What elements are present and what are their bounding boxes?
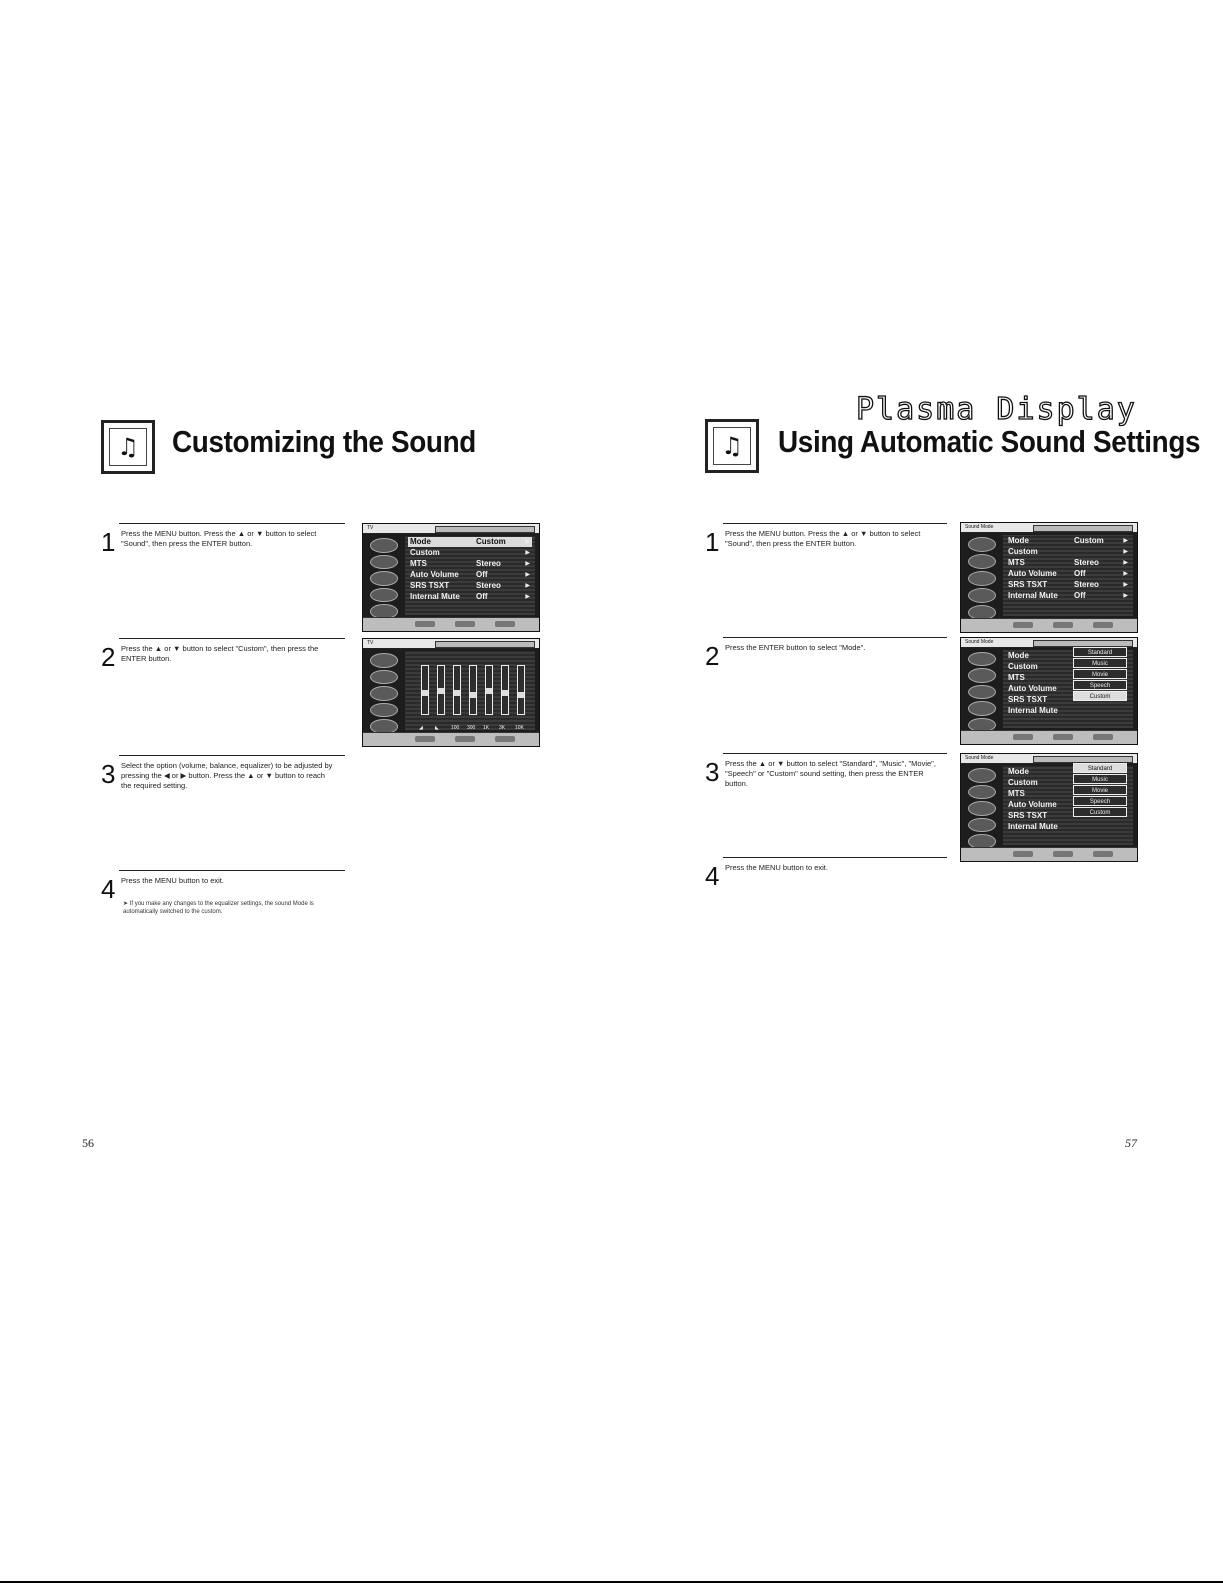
step-text: Press the MENU button. Press the ▲ or ▼ button to select "Sound", then press the ENTER button. [725, 529, 921, 548]
picture-icon [968, 652, 996, 666]
setup-icon [968, 588, 996, 603]
equalizer-band-label: ◢ [419, 725, 423, 731]
channel-icon [968, 571, 996, 586]
menu-row-mode: Mode Custom ▶ [410, 537, 530, 546]
menu-row: Custom [1008, 778, 1038, 787]
mode-options-list [1073, 763, 1127, 818]
sound-icon [968, 668, 996, 682]
mode-options-list [1073, 647, 1127, 702]
left-sound-menu-screen [362, 523, 540, 632]
mode-option: Music [1073, 658, 1127, 668]
setup-icon [370, 703, 398, 718]
mode-option-selected: Standard [1073, 763, 1127, 773]
step-number: 4 [705, 861, 720, 891]
right-page-title: Using Automatic Sound Settings [778, 424, 1201, 459]
equalizer-band-knob [470, 692, 476, 698]
right-step-3 [705, 753, 947, 823]
equalizer-band-slider [501, 665, 509, 715]
screen-header-label: TV [367, 525, 374, 531]
sound-icon [968, 554, 996, 569]
equalizer-band-knob [518, 692, 524, 698]
equalizer-band-label: 100 [451, 725, 460, 731]
step-number: 1 [101, 527, 116, 557]
screen-menu-panel [1003, 535, 1133, 616]
left-step-2 [101, 638, 345, 698]
sound-icon [370, 555, 398, 570]
screen-side-icons [366, 536, 402, 617]
menu-row-mode: Mode Custom ▶ [1008, 536, 1128, 545]
menu-row-auto-volume: Auto Volume Off ▶ [1008, 569, 1128, 578]
equalizer-band-knob [454, 690, 460, 696]
step-divider [723, 637, 947, 638]
arrow-right-icon: ▶ [525, 572, 530, 578]
step-text: Press the MENU button to exit. [725, 863, 828, 872]
equalizer-band-label: ◣ [435, 725, 439, 731]
right-step-4 [705, 857, 947, 897]
menu-row: MTS [1008, 673, 1025, 682]
mode-option-selected: Custom [1073, 691, 1127, 701]
mode-option: Custom [1073, 807, 1127, 817]
equalizer-band-slider [485, 665, 493, 715]
menu-row: Auto Volume [1008, 684, 1057, 693]
left-page-number: 56 [82, 1136, 94, 1150]
step-divider [119, 755, 345, 756]
menu-row-internal-mute: Internal Mute Off ▶ [410, 592, 530, 601]
arrow-right-icon: ▶ [525, 583, 530, 589]
step-divider [723, 523, 947, 524]
step-divider [119, 870, 345, 871]
screen-title-bar [1033, 640, 1133, 647]
step-text: Press the ▲ or ▼ button to select "Custom", then press the ENTER button. [121, 644, 319, 663]
equalizer-band-label: 3K [499, 725, 506, 731]
music-note-icon: ♫ [101, 420, 155, 474]
arrow-right-icon: ▶ [1123, 593, 1128, 599]
arrow-right-icon: ▶ [1123, 538, 1128, 544]
menu-row-custom: Custom ▶ [1008, 547, 1128, 556]
screen-header [961, 523, 1137, 533]
screen-header-label: Sound Mode [965, 524, 994, 530]
right-page-number: 57 [1125, 1136, 1137, 1150]
channel-icon [968, 685, 996, 699]
arrow-right-icon: ▶ [525, 594, 530, 600]
right-mode-list-screen [960, 637, 1138, 745]
screen-footer [363, 732, 539, 746]
mode-option: Standard [1073, 647, 1127, 657]
sound-icon [968, 785, 996, 800]
equalizer-band-knob [438, 688, 444, 694]
music-note-icon: ♫ [705, 419, 759, 473]
equalizer-band-slider [517, 665, 525, 715]
step-number: 2 [101, 642, 116, 672]
right-mode-list-screen-2 [960, 753, 1138, 862]
screen-title-bar [435, 641, 535, 648]
step-number: 3 [705, 757, 720, 787]
step-number: 2 [705, 641, 720, 671]
mode-option: Movie [1073, 785, 1127, 795]
step-text: Select the option (volume, balance, equalizer) to be adjusted by pressing the ◀ or ▶ button. Press the ▲ or ▼ button to reach the required setting. [121, 761, 333, 790]
step-number: 4 [101, 874, 116, 904]
screen-menu-panel [405, 536, 535, 615]
setup-icon [968, 701, 996, 715]
screen-footer [961, 618, 1137, 632]
channel-icon [370, 571, 398, 586]
sound-icon [370, 670, 398, 685]
menu-row: Internal Mute [1008, 822, 1058, 831]
menu-row-srs-tsxt: SRS TSXT Stereo ▶ [1008, 580, 1128, 589]
menu-row: SRS TSXT [1008, 811, 1048, 820]
equalizer-band-knob [486, 688, 492, 694]
step-number: 1 [705, 527, 720, 557]
arrow-right-icon: ▶ [1123, 582, 1128, 588]
left-step-3 [101, 755, 345, 825]
arrow-right-icon: ▶ [525, 550, 530, 556]
step-number: 3 [101, 759, 116, 789]
menu-row-custom: Custom ▶ [410, 548, 530, 557]
step-text: Press the ▲ or ▼ button to select "Standard", "Music", "Movie", "Speech" or "Custom" sound setting, then press the ENTER button. [725, 759, 936, 788]
equalizer-band-label: 1K [483, 725, 490, 731]
screen-footer [961, 847, 1137, 861]
menu-row: Mode [1008, 767, 1029, 776]
screen-header [363, 639, 539, 649]
equalizer-band-label: 300 [467, 725, 476, 731]
step-divider [119, 638, 345, 639]
picture-icon [968, 537, 996, 552]
menu-row-auto-volume: Auto Volume Off ▶ [410, 570, 530, 579]
equalizer-panel [405, 651, 535, 730]
menu-row: SRS TSXT [1008, 695, 1048, 704]
screen-side-icons [366, 651, 402, 732]
step-divider [723, 857, 947, 858]
screen-header-label: TV [367, 640, 374, 646]
screen-side-icons [964, 650, 1000, 730]
screen-header-label: Sound Mode [965, 755, 994, 761]
screen-header-label: Sound Mode [965, 639, 994, 645]
arrow-right-icon: ▶ [1123, 549, 1128, 555]
screen-footer [363, 617, 539, 631]
picture-icon [968, 768, 996, 783]
screen-title-bar [435, 526, 535, 533]
menu-row: MTS [1008, 789, 1025, 798]
screen-side-icons [964, 766, 1000, 847]
right-sound-menu-screen [960, 522, 1138, 633]
screen-header [363, 524, 539, 534]
equalizer-band-slider [453, 665, 461, 715]
step-text: Press the ENTER button to select "Mode". [725, 643, 866, 652]
equalizer-band-slider [421, 665, 429, 715]
left-step-1 [101, 523, 345, 583]
step-text: Press the MENU button. Press the ▲ or ▼ button to select "Sound", then press the ENTER button. [121, 529, 317, 548]
setup-icon [968, 818, 996, 833]
step-text: Press the MENU button to exit. [121, 876, 224, 885]
menu-row: Internal Mute [1008, 706, 1058, 715]
equalizer-band-slider [437, 665, 445, 715]
menu-row: Custom [1008, 662, 1038, 671]
screen-title-bar [1033, 525, 1133, 532]
screen-footer [961, 730, 1137, 744]
screen-title-bar [1033, 756, 1133, 763]
arrow-right-icon: ▶ [1123, 571, 1128, 577]
equalizer-band-knob [502, 690, 508, 696]
menu-row-mts: MTS Stereo ▶ [1008, 558, 1128, 567]
menu-row: Auto Volume [1008, 800, 1057, 809]
channel-icon [370, 686, 398, 701]
arrow-right-icon: ▶ [525, 539, 530, 545]
mode-option: Music [1073, 774, 1127, 784]
picture-icon [370, 538, 398, 553]
left-note: ➤ If you make any changes to the equalizer settings, the sound Mode is automatically switched to the custom. [123, 901, 314, 915]
screen-side-icons [964, 535, 1000, 618]
left-equalizer-screen [362, 638, 540, 747]
menu-row-internal-mute: Internal Mute Off ▶ [1008, 591, 1128, 600]
arrow-right-icon: ▶ [1123, 560, 1128, 566]
equalizer-band-slider [469, 665, 477, 715]
step-divider [723, 753, 947, 754]
menu-row-srs-tsxt: SRS TSXT Stereo ▶ [410, 581, 530, 590]
right-step-1 [705, 523, 947, 583]
equalizer-band-label: 10K [515, 725, 524, 731]
channel-icon [968, 801, 996, 816]
right-step-2 [705, 637, 947, 697]
brand-logo-text: Plasma Display [856, 392, 1137, 427]
left-page-title: Customizing the Sound [172, 424, 476, 459]
equalizer-band-knob [422, 690, 428, 696]
page-bottom-rule [0, 1581, 1223, 1583]
setup-icon [370, 588, 398, 603]
mode-option: Movie [1073, 669, 1127, 679]
mode-option: Speech [1073, 796, 1127, 806]
menu-row: Mode [1008, 651, 1029, 660]
picture-icon [370, 653, 398, 668]
equalizer-bands [417, 665, 527, 731]
mode-option: Speech [1073, 680, 1127, 690]
arrow-right-icon: ▶ [525, 561, 530, 567]
step-divider [119, 523, 345, 524]
menu-row-mts: MTS Stereo ▶ [410, 559, 530, 568]
